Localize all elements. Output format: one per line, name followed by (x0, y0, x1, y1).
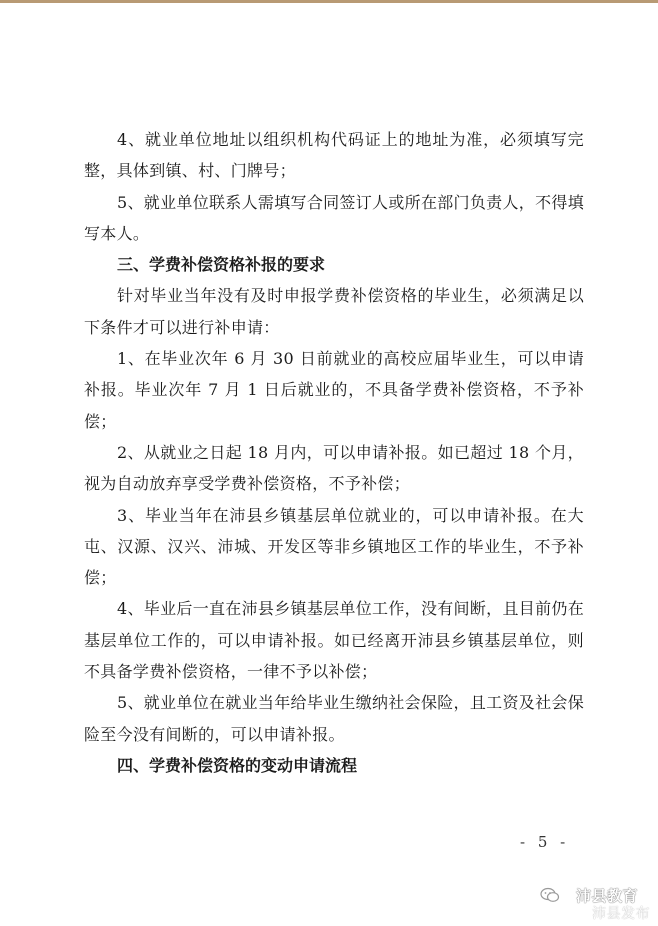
wechat-icon (540, 887, 560, 903)
watermark-account-secondary: 沛县发布 (592, 906, 650, 922)
paragraph-condition-5: 5、就业单位在就业当年给毕业生缴纳社会保险，且工资及社会保险至今没有间断的，可以申请补报。 (84, 693, 584, 744)
document-body (84, 124, 584, 781)
watermark (540, 885, 652, 921)
watermark-account-primary: 沛县教育 (576, 887, 639, 905)
page-number: - 5 - (520, 833, 570, 851)
paragraph-contact-rule: 5、就业单位联系人需填写合同签订人或所在部门负责人，不得填写本人。 (84, 192, 584, 243)
paragraph-condition-2: 2、从就业之日起 18 月内，可以申请补报。如已超过 18 个月，视为自动放弃享受学费补偿资格，不予补偿； (84, 442, 584, 494)
paragraph-condition-3: 3、毕业当年在沛县乡镇基层单位就业的，可以申请补报。在大屯、汉源、汉兴、沛城、开发区等非乡镇地区工作的毕业生，不予补偿； (84, 505, 584, 588)
section-heading-4: 四、学费补偿资格的变动申请流程 (117, 755, 358, 775)
paragraph-intro: 针对毕业当年没有及时申报学费补偿资格的毕业生，必须满足以下条件才可以进行补申请： (84, 286, 584, 337)
section-heading-3: 三、学费补偿资格补报的要求 (117, 255, 326, 275)
paragraph-condition-1: 1、在毕业次年 6 月 30 日前就业的高校应届毕业生，可以申请补报。毕业次年 7 月 1 日后就业的，不具备学费补偿资格，不予补偿； (84, 349, 584, 431)
paragraph-address-rule: 4、就业单位地址以组织机构代码证上的地址为准，必须填写完整，具体到镇、村、门牌号； (84, 130, 584, 181)
paragraph-condition-4: 4、毕业后一直在沛县乡镇基层单位工作，没有间断，且目前仍在基层单位工作的，可以申请补报。如已经离开沛县乡镇基层单位，则不具备学费补偿资格，一律不予以补偿； (84, 599, 584, 682)
top-border-rule (0, 0, 658, 3)
